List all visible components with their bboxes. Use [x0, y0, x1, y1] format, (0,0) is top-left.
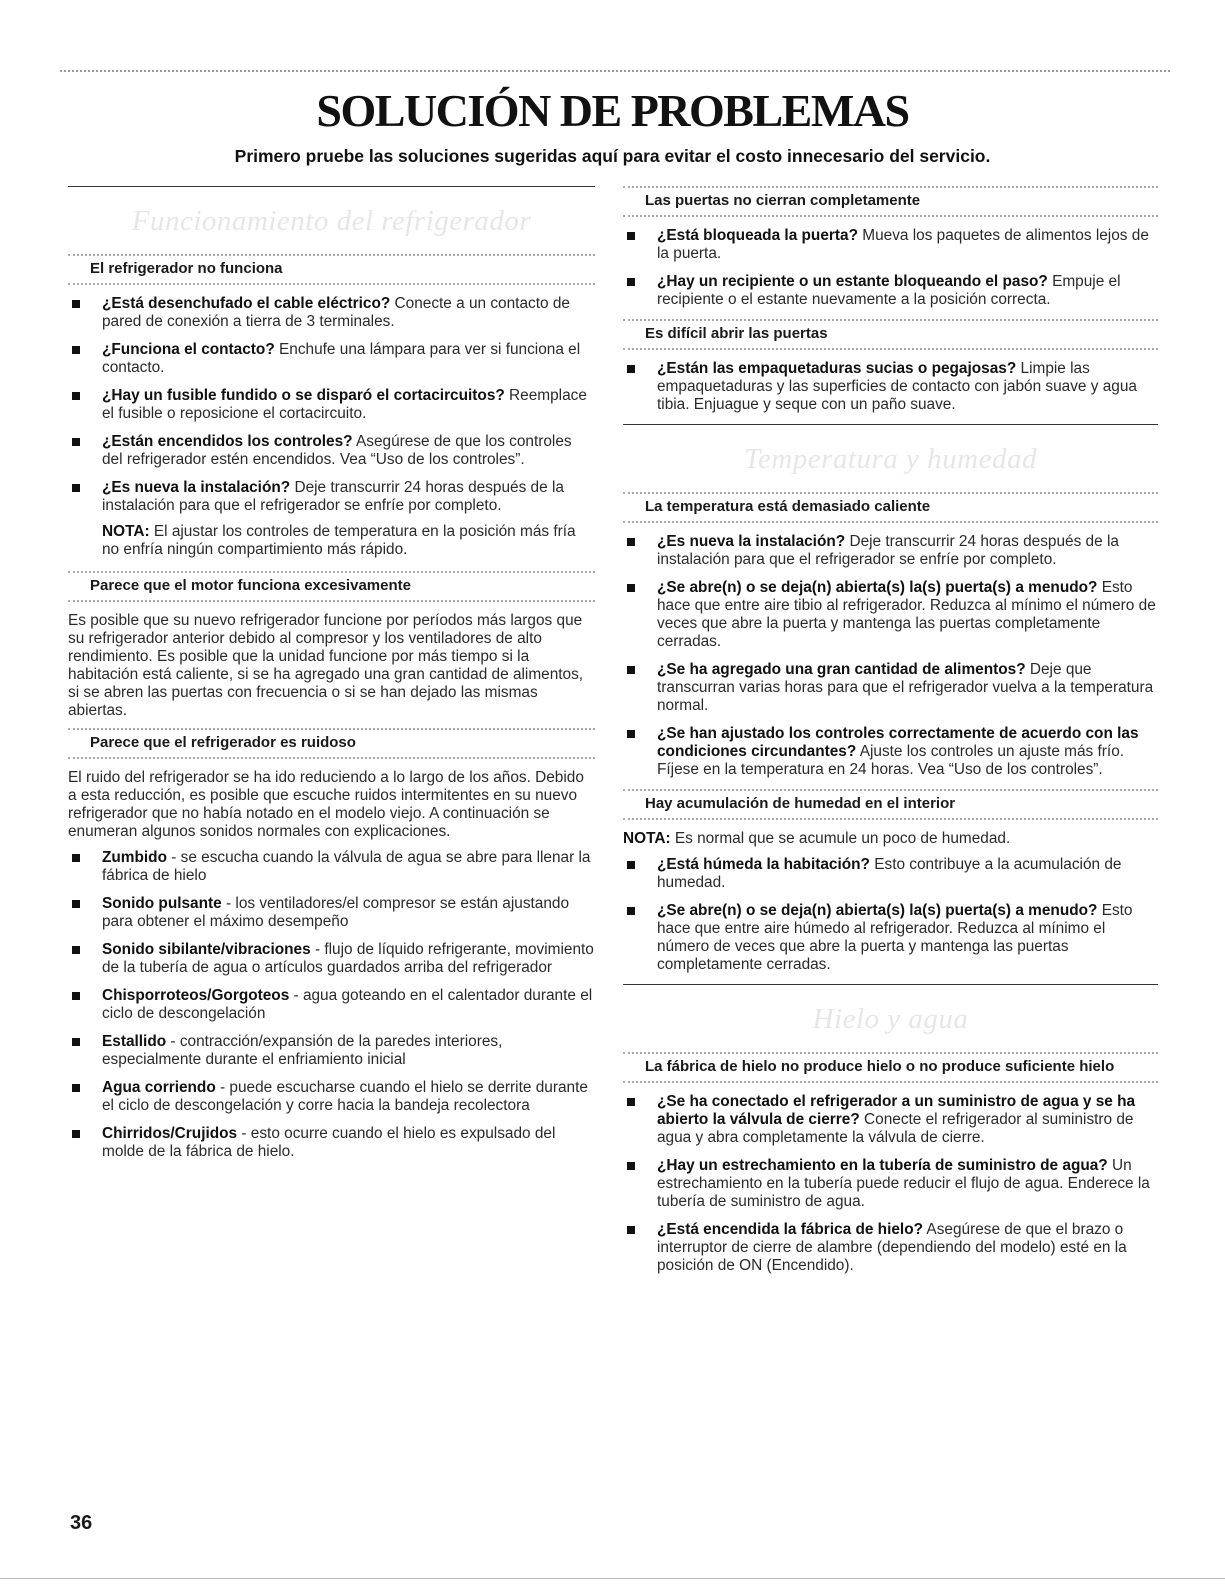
list-item: ¿Está húmeda la habitación? Esto contribuye a la acumulación de humedad. — [623, 856, 1158, 892]
note: NOTA: Es normal que se acumule un poco de humedad. — [623, 830, 1011, 847]
page-title: SOLUCIÓN DE PROBLEMAS — [316, 85, 909, 136]
list-item: Sonido sibilante/vibraciones - flujo de líquido refrigerante, movimiento de la tubería de agua o artículos guardados arriba del refrigerador — [68, 941, 595, 977]
list-too-warm — [623, 533, 1158, 779]
list-item: ¿Se ha conectado el refrigerador a un suministro de agua y se ha abierto la válvula de cierre? Conecte el refrigerador al suministro de agua y abra completamente la válvula de cierre. — [623, 1093, 1158, 1147]
list-doors-not-closing — [623, 227, 1158, 309]
list-item: Zumbido - se escucha cuando la válvula de agua se abre para llenar la fábrica de hielo — [68, 849, 595, 885]
list-item: ¿Se han ajustado los controles correctamente de acuerdo con las condiciones circundantes? Ajuste los controles un ajuste más frío. Fíjese en la temperatura en 24 horas. Vea “Uso de los controles”. — [623, 725, 1158, 779]
list-item: ¿Está bloqueada la puerta? Mueva los paquetes de alimentos lejos de la puerta. — [623, 227, 1158, 263]
subheading-doors-hard-to-open: Es difícil abrir las puertas — [623, 319, 1158, 350]
subheading-not-working: El refrigerador no funciona — [68, 254, 595, 285]
list-item: ¿Se abre(n) o se deja(n) abierta(s) la(s) puerta(s) a menudo? Esto hace que entre aire tibio al refrigerador. Reduzca al mínimo el número de veces que abre la puerta y mantenga las puertas completamente cerradas. — [623, 579, 1158, 651]
subheading-motor-runs-excessively: Parece que el motor funciona excesivamente — [68, 571, 595, 602]
list-moisture — [623, 856, 1158, 974]
list-item: ¿Se ha agregado una gran cantidad de alimentos? Deje que transcurran varias horas para que el refrigerador vuelva a la temperatura normal. — [623, 661, 1158, 715]
list-item: ¿Hay un fusible fundido o se disparó el cortacircuitos? Reemplace el fusible o reposicione el cortacircuito. — [68, 387, 595, 423]
note: NOTA: El ajustar los controles de temperatura en la posición más fría no enfría ningún compartimiento más rápido. — [102, 523, 576, 558]
subheading-moisture-buildup: Hay acumulación de humedad en el interior — [623, 789, 1158, 820]
bullet-icon — [627, 365, 635, 373]
list-item: Estallido - contracción/expansión de la paredes interiores, especialmente durante el enfriamiento inicial — [68, 1033, 595, 1069]
list-item: ¿Están las empaquetaduras sucias o pegajosas? Limpie las empaquetaduras y las superficies de contacto con jabón suave y agua tibia. Enjuague y seque con un paño suave. — [623, 360, 1158, 414]
section-rule — [623, 424, 1158, 425]
list-item: Chisporroteos/Gorgoteos - agua goteando en el calentador durante el ciclo de descongelación — [68, 987, 595, 1023]
list-doors-hard-to-open — [623, 360, 1158, 414]
bullet-icon — [627, 666, 635, 674]
bullet-icon — [72, 300, 80, 308]
top-dotted-rule — [60, 70, 1170, 72]
page-number: 36 — [70, 1512, 93, 1534]
bullet-icon — [72, 438, 80, 446]
subheading-doors-not-closing: Las puertas no cierran completamente — [623, 186, 1158, 217]
subheading-ice-maker: La fábrica de hielo no produce hielo o no produce suficiente hielo — [623, 1052, 1158, 1083]
bullet-icon — [72, 854, 80, 862]
list-item: ¿Hay un estrechamiento en la tubería de suministro de agua? Un estrechamiento en la tubería puede reducir el flujo de agua. Enderece la tubería de suministro de agua. — [623, 1157, 1158, 1211]
bullet-icon — [627, 232, 635, 240]
bullet-icon — [627, 1098, 635, 1106]
right-column — [623, 186, 1158, 1285]
bullet-icon — [627, 1162, 635, 1170]
list-item: ¿Hay un recipiente o un estante bloqueando el paso? Empuje el recipiente o el estante nuevamente a la posición correcta. — [623, 273, 1158, 309]
list-item: ¿Funciona el contacto? Enchufe una lámpara para ver si funciona el contacto. — [68, 341, 595, 377]
list-noises — [68, 849, 595, 1161]
section-title-ice-water: Hielo y agua — [812, 1003, 969, 1035]
bullet-icon — [72, 346, 80, 354]
bullet-icon — [627, 907, 635, 915]
page-subtitle: Primero pruebe las soluciones sugeridas aquí para evitar el costo innecesario del servicio. — [234, 146, 991, 166]
section-rule — [623, 984, 1158, 985]
list-not-working — [68, 295, 595, 515]
section-title-refrigerator-operation: Funcionamiento del refrigerador — [131, 205, 532, 237]
bullet-icon — [72, 946, 80, 954]
bullet-icon — [72, 1084, 80, 1092]
bottom-rule — [0, 1578, 1225, 1579]
bullet-icon — [627, 1226, 635, 1234]
subheading-noisy: Parece que el refrigerador es ruidoso — [68, 728, 595, 759]
list-item: ¿Está encendida la fábrica de hielo? Asegúrese de que el brazo o interruptor de cierre de alambre (dependiendo del modelo) esté en la posición de ON (Encendido). — [623, 1221, 1158, 1275]
list-item: Agua corriendo - puede escucharse cuando el hielo se derrite durante el ciclo de descongelación y corre hacia la bandeja recolectora — [68, 1079, 595, 1115]
bullet-icon — [627, 538, 635, 546]
left-column — [68, 186, 595, 1171]
list-item: ¿Es nueva la instalación? Deje transcurrir 24 horas después de la instalación para que el refrigerador se enfríe por completo. — [623, 533, 1158, 569]
list-item: ¿Se abre(n) o se deja(n) abierta(s) la(s) puerta(s) a menudo? Esto hace que entre aire húmedo al refrigerador. Reduzca al mínimo el número de veces que abre la puerta y mantenga las puertas completamente cerradas. — [623, 902, 1158, 974]
list-item: ¿Es nueva la instalación? Deje transcurrir 24 horas después de la instalación para que el refrigerador se enfríe por completo. — [68, 479, 595, 515]
list-item: ¿Están encendidos los controles? Asegúrese de que los controles del refrigerador estén encendidos. Vea “Uso de los controles”. — [68, 433, 595, 469]
bullet-icon — [72, 484, 80, 492]
list-item: Sonido pulsante - los ventiladores/el compresor se están ajustando para obtener el máximo desempeño — [68, 895, 595, 931]
bullet-icon — [627, 278, 635, 286]
bullet-icon — [627, 584, 635, 592]
section-title-temperature-humidity: Temperatura y humedad — [744, 443, 1037, 475]
subheading-too-warm: La temperatura está demasiado caliente — [623, 492, 1158, 523]
bullet-icon — [627, 730, 635, 738]
list-item: ¿Está desenchufado el cable eléctrico? Conecte a un contacto de pared de conexión a tierra de 3 terminales. — [68, 295, 595, 331]
bullet-icon — [72, 992, 80, 1000]
list-item: Chirridos/Crujidos - esto ocurre cuando el hielo es expulsado del molde de la fábrica de hielo. — [68, 1125, 595, 1161]
paragraph-noise: El ruido del refrigerador se ha ido reduciendo a lo largo de los años. Debido a esta reducción, es posible que escuche ruidos intermitentes en su nuevo refrigerador que no había notado en el modelo viejo. A continuación se enumeran algunos sonidos normales con explicaciones. — [68, 769, 584, 840]
bullet-icon — [627, 861, 635, 869]
bullet-icon — [72, 900, 80, 908]
bullet-icon — [72, 1130, 80, 1138]
list-ice-maker — [623, 1093, 1158, 1275]
section-rule — [68, 186, 595, 187]
bullet-icon — [72, 1038, 80, 1046]
bullet-icon — [72, 392, 80, 400]
paragraph-motor: Es posible que su nuevo refrigerador funcione por períodos más largos que su refrigerador anterior debido al compresor y los ventiladores de alto rendimiento. Es posible que la unidad funcione por más tiempo si la habitación está caliente, si se ha agregado una gran cantidad de alimentos, si se abren las puertas con frecuencia o si se han dejado las mismas abiertas. — [68, 612, 584, 719]
